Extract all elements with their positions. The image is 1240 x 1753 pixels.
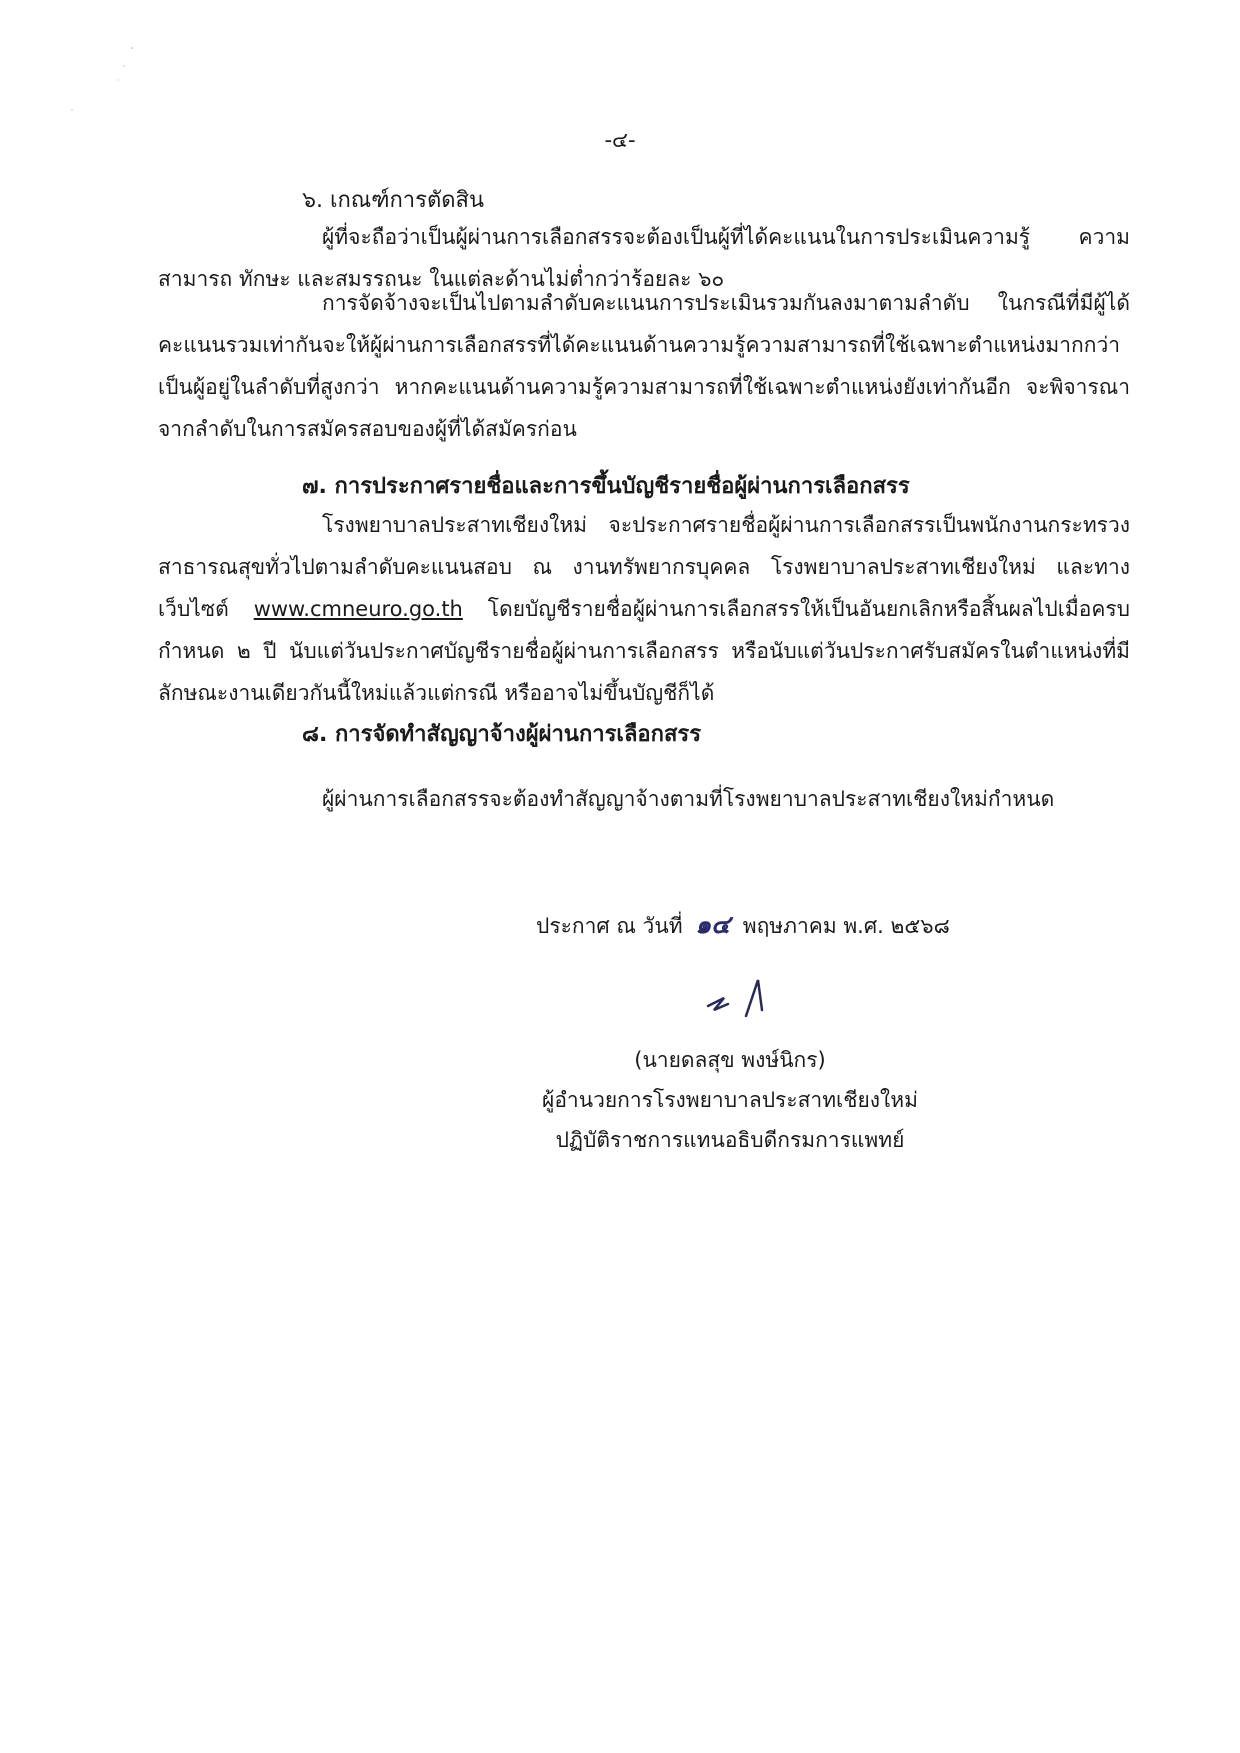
announcement-prefix: ประกาศ ณ วันที่ <box>536 914 683 938</box>
section-7-text-end: โดยบัญชีรายชื่อผู้ผ่านการเลือกสรรให้เป็นอันยกเลิกหรือสิ้นผลไปเมื่อครบกำหนด ๒ ปี นับแต่วันประกาศบัญชีรายชื่อผู้ผ่านการเลือกสรร หรือนับแต่วันประกาศรับสมัครในตำแหน่งที่มีลักษณะงานเดียวกันนี้ใหม่แล้วแต่กรณี หรืออาจไม่ขึ้นบัญชีก็ได้ <box>158 597 1130 705</box>
section-7-heading: ๗. การประกาศรายชื่อและการขึ้นบัญชีรายชื่อผู้ผ่านการเลือกสรร <box>302 474 910 499</box>
section-7-paragraph <box>158 504 1130 714</box>
announcement-date <box>536 905 950 946</box>
website-link[interactable]: www.cmneuro.go.th <box>253 597 463 621</box>
section-8-heading: ๘. การจัดทำสัญญาจ้างผู้ผ่านการเลือกสรร <box>302 722 702 747</box>
section-7-text-start: โรงพยาบาลประสาทเชียงใหม่ จะประกาศรายชื่อผู้ผ่านการเลือกสรรเป็นพนักงานกระทรวงสาธารณสุขทั่วไปตามลำดับคะแนนสอบ ณ งานทรัพยากรบุคคล โรงพยาบาลประสาทเชียงใหม่ และทางเว็บไซต์ <box>158 513 1130 621</box>
signatory-name: (นายดลสุข พงษ์นิกร) <box>634 1048 826 1072</box>
page-number: -๔- <box>604 128 636 152</box>
signatory-title-2: ปฏิบัติราชการแทนอธิบดีกรมการแพทย์ <box>555 1128 905 1152</box>
handwritten-signature <box>700 968 790 1028</box>
scan-speck-marks <box>60 40 160 130</box>
announcement-suffix: พฤษภาคม พ.ศ. ๒๕๖๘ <box>742 914 950 938</box>
signatory-title-1: ผู้อำนวยการโรงพยาบาลประสาทเชียงใหม่ <box>542 1088 918 1112</box>
section-8-paragraph: ผู้ผ่านการเลือกสรรจะต้องทำสัญญาจ้างตามที่โรงพยาบาลประสาทเชียงใหม่กำหนด <box>322 787 1055 811</box>
signatory-block <box>520 1040 940 1160</box>
section-6-paragraph-1: ผู้ที่จะถือว่าเป็นผู้ผ่านการเลือกสรรจะต้องเป็นผู้ที่ได้คะแนนในการประเมินความรู้ ความสามารถ ทักษะ และสมรรถนะ ในแต่ละด้านไม่ต่ำกว่าร้อยละ ๖๐ <box>158 225 1130 291</box>
section-6-heading: ๖. เกณฑ์การตัดสิน <box>302 188 484 213</box>
section-6-paragraph-2: การจัดจ้างจะเป็นไปตามลำดับคะแนนการประเมินรวมกันลงมาตามลำดับ ในกรณีที่มีผู้ได้คะแนนรวมเท่ากันจะให้ผู้ผ่านการเลือกสรรที่ได้คะแนนด้านความรู้ความสามารถที่ใช้เฉพาะตำแหน่งมากกว่าเป็นผู้อยู่ในลำดับที่สูงกว่า หากคะแนนด้านความรู้ความสามารถที่ใช้เฉพาะตำแหน่งยังเท่ากันอีก จะพิจารณาจากลำดับในการสมัครสอบของผู้ที่ได้สมัครก่อน <box>158 291 1130 441</box>
announcement-day: ๑๔ <box>695 910 731 939</box>
